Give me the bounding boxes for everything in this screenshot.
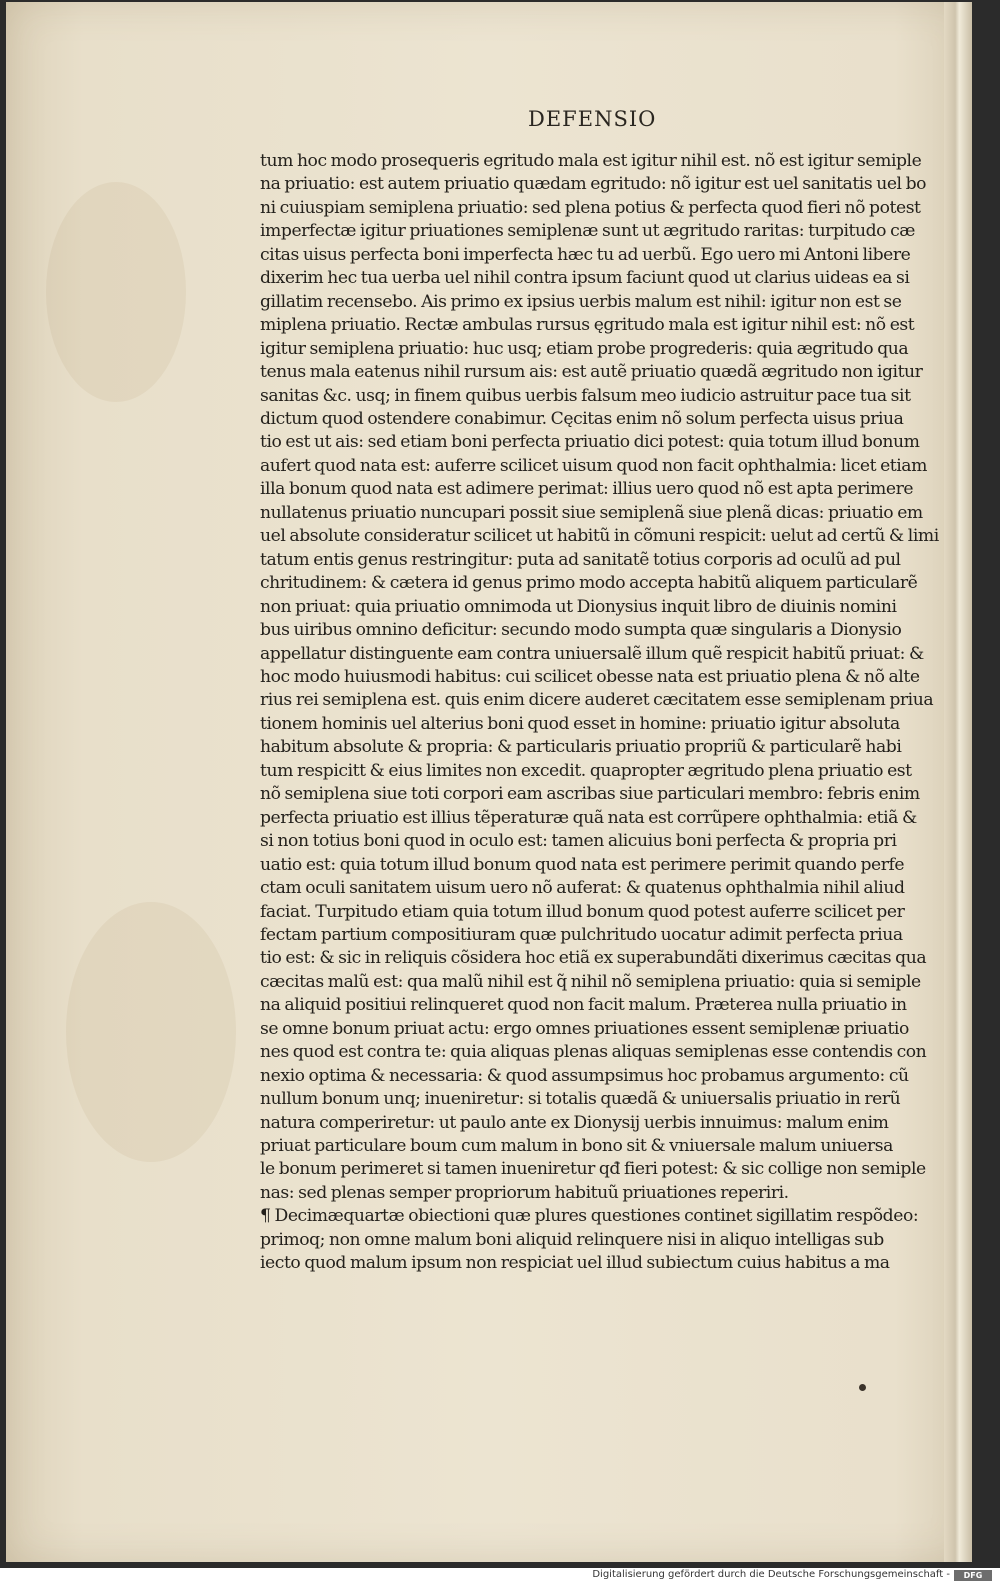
text-column xyxy=(260,150,972,1276)
text-line: se omne bonum priuat actu: ergo omnes priuationes essent semiplenæ priuatio xyxy=(260,1018,909,1039)
text-line: tum respicitt & eius limites non excedit. quapropter ægritudo plena priuatio est xyxy=(260,760,912,781)
text-line: nexio optima & necessaria: & quod assumpsimus hoc probamus argumento: cũ xyxy=(260,1065,909,1086)
text-line: ni cuiuspiam semiplena priuatio: sed plena potius & perfecta quod fieri nõ potest xyxy=(260,197,921,218)
text-line: perfecta priuatio est illius tẽperaturæ quã nata est corrũpere ophthalmia: etiã & xyxy=(260,807,917,828)
text-line: tum hoc modo prosequeris egritudo mala est igitur nihil est. nõ est igitur semiple xyxy=(260,151,922,171)
text-line: nõ semiplena siue toti corpori eam ascribas siue particulari membro: febris enim xyxy=(260,784,920,805)
text-line: gillatim recensebo. Ais primo ex ipsius uerbis malum est nihil: igitur non est se xyxy=(260,291,902,312)
text-line: rius rei semiplena est. quis enim dicere auderet cæcitatem esse semiplenam priua xyxy=(260,690,934,711)
digitization-footer xyxy=(0,1568,1000,1583)
dfg-logo: DFG xyxy=(954,1570,992,1581)
book-page xyxy=(6,2,972,1562)
running-head: DEFENSIO xyxy=(528,107,657,131)
text-line: illa bonum quod nata est adimere perimat: illius uero quod nõ est apta perimere xyxy=(260,479,914,500)
text-line: natura comperiretur: ut paulo ante ex Dionysij uerbis innuimus: malum enim xyxy=(260,1112,889,1133)
text-line: nullatenus priuatio nuncupari possit siue semiplenã siue plenã dicas: priuatio em xyxy=(260,502,923,523)
text-line: sanitas &c. usq; in finem quibus uerbis falsum meo iudicio astruitur pace tua sit xyxy=(260,385,911,406)
text-line: citas uisus perfecta boni imperfecta hæc tu ad uerbũ. Ego uero mi Antoni libere xyxy=(260,244,911,265)
text-line: nes quod est contra te: quia aliquas plenas aliquas semiplenas esse contendis con xyxy=(260,1042,927,1063)
text-line: tenus mala eatenus nihil rursum ais: est autẽ priuatio quædã ægritudo non igitur xyxy=(260,362,923,383)
text-line: nullum bonum unq; inueniretur: si totalis quædã & uniuersalis priuatio in rerũ xyxy=(260,1089,901,1110)
text-line: iecto quod malum ipsum non respiciat uel illud subiectum cuius habitus a ma xyxy=(260,1253,890,1274)
text-line: tio est: & sic in reliquis cõsidera hoc etiã ex superabundãti dixerimus cæcitas qua xyxy=(260,948,927,969)
text-line: tionem hominis uel alterius boni quod esset in homine: priuatio igitur absoluta xyxy=(260,713,900,734)
text-line: faciat. Turpitudo etiam quia totum illud bonum quod potest auferre scilicet per xyxy=(260,901,905,922)
text-line: aufert quod nata est: auferre scilicet uisum quod non facit ophthalmia: licet etiam xyxy=(260,455,927,476)
text-line: dixerim hec tua uerba uel nihil contra ipsum faciunt quod ut clarius uideas ea si xyxy=(260,268,910,289)
text-line: hoc modo huiusmodi habitus: cui scilicet obesse nata est priuatio plena & nõ alte xyxy=(260,666,920,687)
text-line: habitum absolute & propria: & particularis priuatio propriũ & particularẽ habi xyxy=(260,737,902,758)
text-line: appellatur distinguente eam contra uniuersalẽ illum quẽ respicit habitũ priuat: & xyxy=(260,643,924,664)
text-line: priuat particulare boum cum malum in bono sit & vniuersale malum uniuersa xyxy=(260,1136,893,1157)
text-line: ctam oculi sanitatem uisum uero nõ auferat: & quatenus ophthalmia nihil aliud xyxy=(260,878,905,899)
text-line: na priuatio: est autem priuatio quædam egritudo: nõ igitur est uel sanitatis uel bo xyxy=(260,174,927,195)
text-line: na aliquid positiui relinqueret quod non facit malum. Præterea nulla priuatio in xyxy=(260,995,907,1016)
text-line: dictum quod ostendere conabimur. Cęcitas enim nõ solum perfecta uisus priua xyxy=(260,408,904,429)
text-line: bus uiribus omnino deficitur: secundo modo sumpta quæ singularis a Dionysio xyxy=(260,620,902,641)
text-line: tio est ut ais: sed etiam boni perfecta priuatio dici potest: quia totum illud bonum xyxy=(260,432,920,453)
text-line: uatio est: quia totum illud bonum quod nata est perimere perimit quando perfe xyxy=(260,854,905,875)
text-line: nas: sed plenas semper propriorum habituũ priuationes reperiri. xyxy=(260,1182,789,1203)
text-line: le bonum perimeret si tamen inueniretur qđ fieri potest: & sic collige non semiple xyxy=(260,1159,926,1180)
text-line: fectam partium compositiuram quæ pulchritudo uocatur adimit perfecta priua xyxy=(260,924,903,945)
text-line: non priuat: quia priuatio omnimoda ut Dionysius inquit libro de diuinis nomini xyxy=(260,596,897,617)
text-line: tatum entis genus restringitur: puta ad sanitatẽ totius corporis ad oculũ ad pul xyxy=(260,549,901,570)
text-line: primoq; non omne malum boni aliquid relinquere nisi in aliquo intelligas sub xyxy=(260,1229,884,1250)
text-line: uel absolute consideratur scilicet ut habitũ in cõmuni respicit: uelut ad certũ & limi xyxy=(260,526,939,547)
text-line: ¶ Decimæquartæ obiectioni quæ plures questiones continet sigillatim respõdeo: xyxy=(260,1206,919,1227)
funding-notice: Digitalisierung gefördert durch die Deutsche Forschungsgemeinschaft - xyxy=(592,1569,950,1580)
paper-stain xyxy=(66,902,236,1162)
text-line: si non totius boni quod in oculo est: tamen alicuius boni perfecta & propria pri xyxy=(260,831,897,852)
text-line: imperfectæ igitur priuationes semiplenæ sunt ut ægritudo raritas: turpitudo cæ xyxy=(260,221,915,242)
ink-speck xyxy=(859,1384,866,1391)
text-line: igitur semiplena priuatio: huc usq; etiam probe progrederis: quia ægritudo qua xyxy=(260,338,909,359)
text-line: chritudinem: & cætera id genus primo modo accepta habitũ aliquem particularẽ xyxy=(260,573,918,594)
text-line: cæcitas malũ est: qua malũ nihil est q̃ nihil nõ semiplena priuatio: quia si semiple xyxy=(260,971,921,992)
text-line: miplena priuatio. Rectæ ambulas rursus ęgritudo mala est igitur nihil est: nõ est xyxy=(260,315,915,336)
paper-stain xyxy=(46,182,186,402)
